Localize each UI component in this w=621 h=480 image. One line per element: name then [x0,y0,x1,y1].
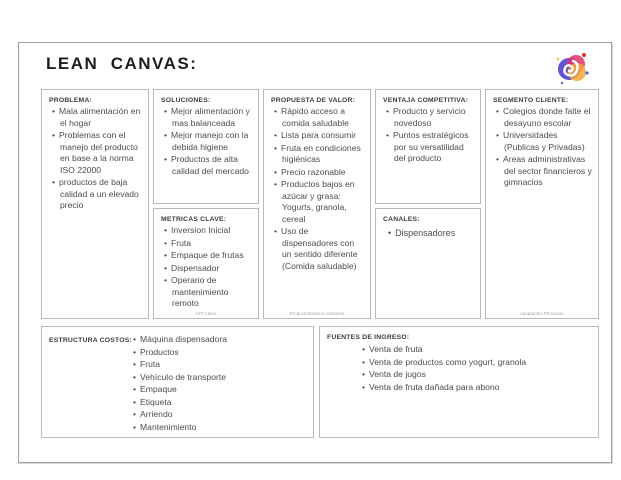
list-item: • Areas administrativas del sector financieros y gimnacios [493,154,592,189]
costos-list [130,334,305,434]
list-item: • Fruta [130,359,305,371]
list-item: • Máquina dispensadora [130,334,305,346]
colorful-swirl-logo-icon [553,50,593,88]
lean-canvas-page [18,42,612,463]
box-heading: CANALES: [383,216,420,223]
list-item: • Mejor manejo con la debida higiene [161,130,252,153]
list-item: • Colegios donde falte el desayuno escolar [493,106,592,129]
list-item: • Fruta [161,238,252,250]
list-item: • Fruta en condiciones higiénicas [271,143,364,166]
box-ventaja-competitiva [375,89,481,204]
list-item: • Universidades (Publicas y Privadas) [493,130,592,153]
list-item: • Operario de mantenimiento remoto [161,275,252,310]
list-item: • productos de baja calidad a un elevado precio [49,177,142,212]
canales-list [383,227,474,239]
list-item: • Dispensador [161,263,252,275]
box-metricas-clave [153,208,259,319]
list-item: • Productos bajos en azúcar y grasa: Yogurts, granola, cereal [271,179,364,225]
box-canales [375,208,481,319]
list-item: • Dispensadores [383,227,474,239]
box-footnote: Producto/Servicio existente [289,311,345,316]
problema-list [49,106,142,212]
box-heading: METRICAS CLAVE: [161,216,227,223]
box-propuesta-de-valor [263,89,371,319]
list-item: • Venta de productos como yogurt, granola [359,357,592,369]
page-title: LEAN CANVAS: [46,54,198,73]
list-item: • Vehículo de transporte [130,372,305,384]
list-item: • Precio razonable [271,167,364,179]
box-heading: ESTRUCTURA COSTOS: [49,337,132,344]
box-footnote: KPI Clave [195,311,216,316]
list-item: • Etiqueta [130,397,305,409]
box-heading: SEGMENTO CLIENTE: [493,97,569,104]
propuesta-list [271,106,364,272]
list-item: • Producto y servicio novedoso [383,106,474,129]
list-item: • Empaque [130,384,305,396]
list-item: • Mejor alimentación y mas balanceada [161,106,252,129]
box-heading: SOLUCIONES: [161,97,211,104]
soluciones-list [161,106,252,177]
box-heading: FUENTES DE INGRESO: [327,334,410,341]
list-item: • Lista para consumir [271,130,364,142]
box-heading: VENTAJA COMPETITIVA: [383,97,469,104]
box-estructura-costos [41,326,314,438]
list-item: • Rápido acceso a comida saludable [271,106,364,129]
box-fuentes-de-ingreso [319,326,599,438]
list-item: • Venta de jugos [359,369,592,381]
box-footnote: Adoptantes Primarios: [519,311,565,316]
list-item: • Inversion Inicial [161,225,252,237]
list-item: • Productos [130,347,305,359]
list-item: • Mala alimentación en el hogar [49,106,142,129]
ventaja-list [383,106,474,165]
box-heading: PROBLEMA: [49,97,92,104]
box-segmento-cliente [485,89,599,319]
list-item: • Venta de fruta [359,344,592,356]
list-item: • Empaque de frutas [161,250,252,262]
segmento-list [493,106,592,189]
list-item: • Uso de dispensadores con un sentido diferente (Comida saludable) [271,226,364,272]
box-soluciones [153,89,259,204]
list-item: • Mantenimiento [130,422,305,434]
list-item: • Venta de fruta dañada para abono [359,382,592,394]
list-item: • Puntos estratégicos por su versatilidad del producto [383,130,474,165]
metricas-list [161,225,252,310]
ingresos-list [359,344,592,393]
list-item: • Problemas con el manejo del producto en base a la norma ISO 22000 [49,130,142,176]
box-heading: PROPUESTA DE VALOR: [271,97,356,104]
list-item: • Productos de alta calidad del mercado [161,154,252,177]
box-problema [41,89,149,319]
list-item: • Arriendo [130,409,305,421]
